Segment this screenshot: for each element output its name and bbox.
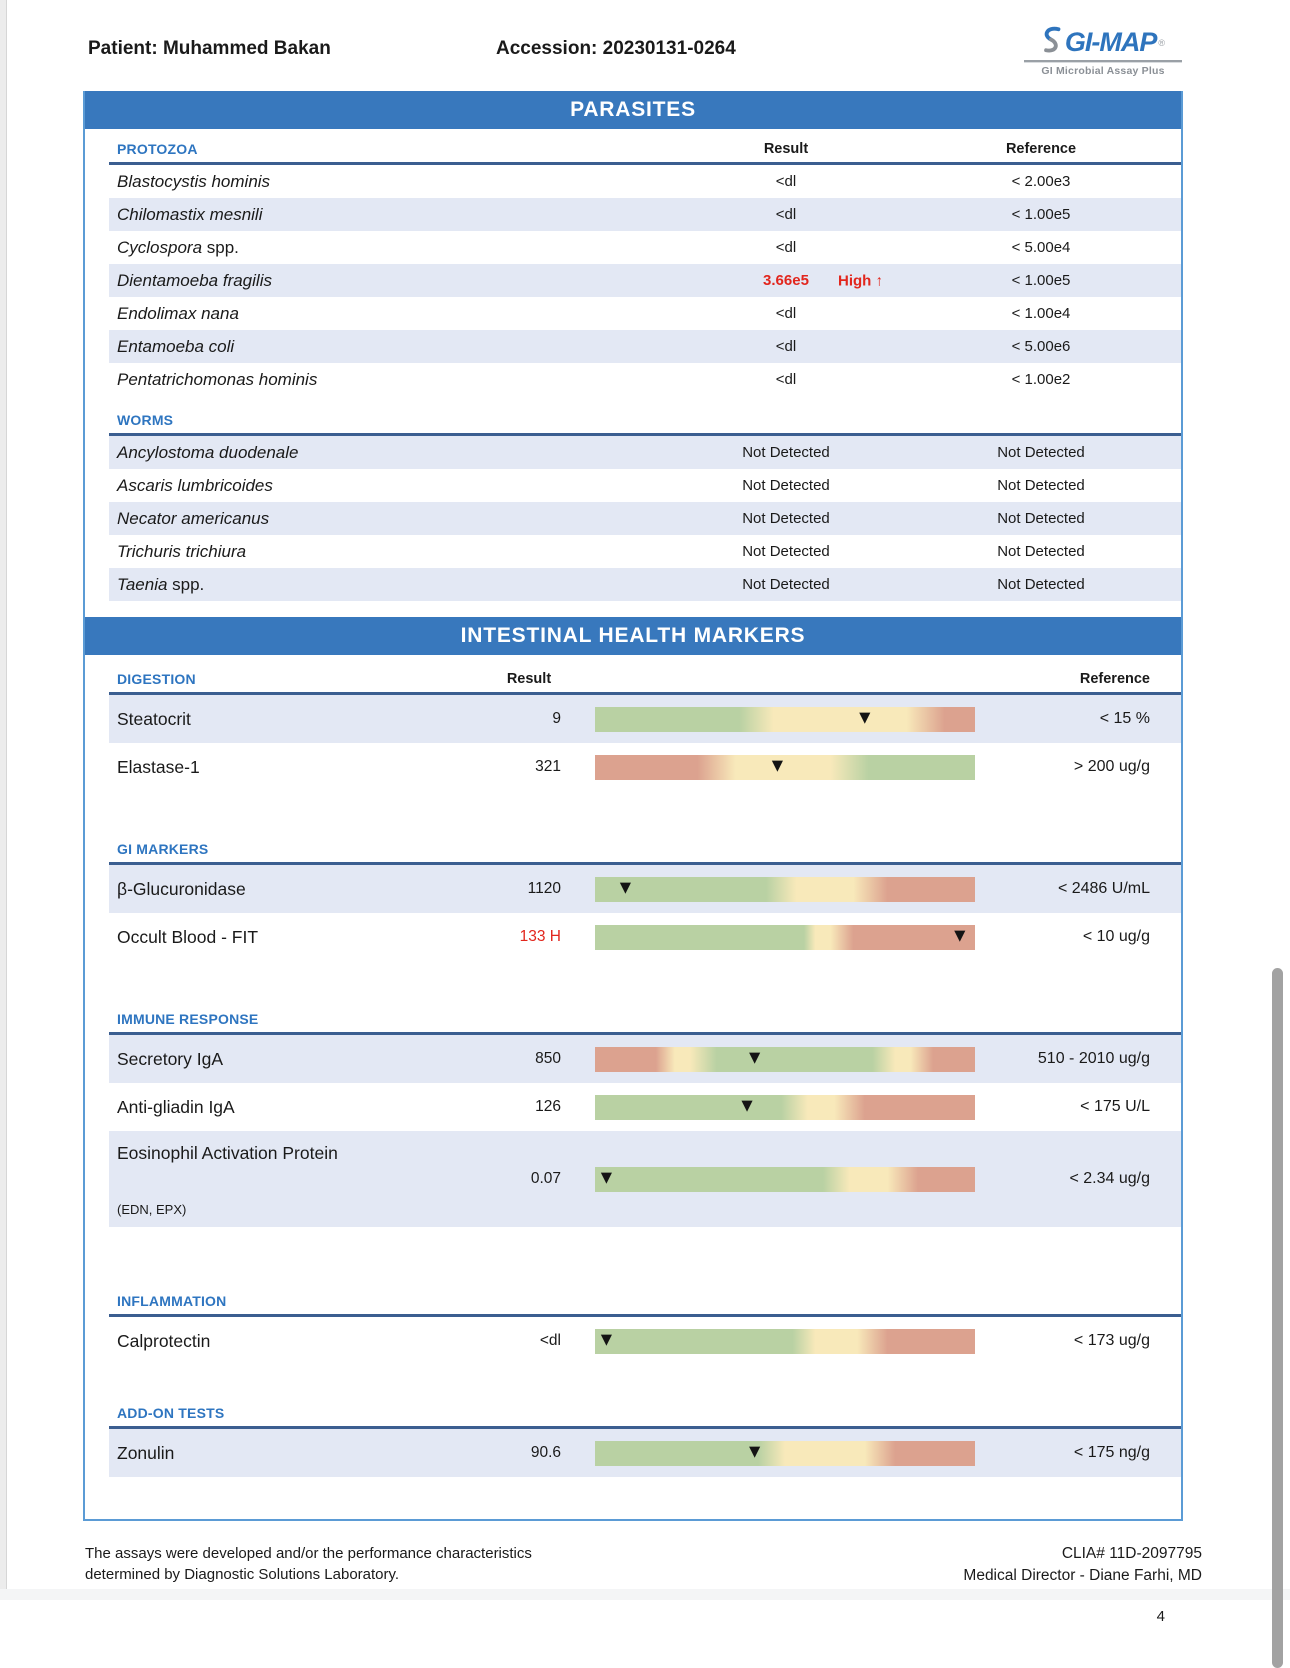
result-value: <dl [775,173,797,190]
marker-row [109,1131,1181,1227]
organism-name: Dientamoeba fragilis [117,270,272,290]
marker-reference-value: < 175 U/L [1080,1098,1150,1115]
marker-result-value: 126 [535,1098,561,1115]
marker-label-text: Zonulin [117,1442,175,1463]
viewer-left-gutter [0,0,7,1600]
range-bar [595,1167,975,1192]
assay-disclaimer [85,1543,705,1586]
marker-row [109,913,1181,961]
reference-value: Not Detected [997,576,1085,593]
range-bar-cell [569,1329,979,1354]
reference-column-header: Reference [1005,141,1077,157]
parasite-row [109,363,1181,396]
parasite-row [109,330,1181,363]
result-value: 3.66e5 High ↑ [763,272,883,289]
worms-section-label: WORMS [117,412,174,428]
organism-name: Necator americanus [117,508,270,528]
result-marker-icon: ▼ [950,925,970,947]
reference-value: < 1.00e5 [1011,272,1071,289]
range-bar [595,1095,975,1120]
marker-reference-value: > 200 ug/g [1073,758,1150,775]
organism-name: Blastocystis hominis [117,171,271,191]
marker-result-value: <dl [539,1332,561,1349]
gimap-logo [1024,26,1182,77]
range-bar-cell [569,1441,979,1466]
marker-result-value: 9 [552,710,561,727]
parasite-row [109,198,1181,231]
marker-label [109,757,409,778]
range-bar-cell [569,1095,979,1120]
range-bar-cell [569,1047,979,1072]
marker-row [109,1429,1181,1477]
parasites-table [109,129,1181,617]
result-value: Not Detected [742,576,830,593]
logo-divider [1024,60,1182,62]
viewer-bottom-strip [0,1589,1290,1600]
marker-row [109,1083,1181,1131]
assay-disclaimer-line2: determined by Diagnostic Solutions Laboratory. [85,1566,400,1583]
organism-name: Entamoeba coli [117,336,235,356]
organism-name: Taenia spp. [117,574,205,594]
marker-section-header [109,657,1181,695]
marker-label [109,1049,409,1070]
scrollbar-thumb[interactable] [1272,968,1283,1668]
marker-result-value: 133 H [519,928,561,945]
marker-section-label: DIGESTION [117,671,196,687]
parasite-row [109,231,1181,264]
marker-label-text: Eosinophil Activation Protein [117,1143,338,1163]
report-footer [85,1543,1202,1586]
reference-value: < 1.00e2 [1011,371,1071,388]
marker-reference-value: < 2486 U/mL [1057,880,1150,897]
marker-section-header [109,997,1181,1035]
result-marker-icon: ▼ [745,1047,764,1069]
medical-director: Medical Director - Diane Farhi, MD [963,1566,1202,1584]
range-bar-cell [569,707,979,732]
reference-value: Not Detected [997,477,1085,494]
organism-name: Pentatrichomonas hominis [117,369,318,389]
assay-disclaimer-line1: The assays were developed and/or the performance characteristics [85,1545,532,1562]
organism-name: Endolimax nana [117,303,239,323]
marker-section-label: IMMUNE RESPONSE [117,1011,259,1027]
marker-section-header [109,1391,1181,1429]
result-column-header: Result [763,141,809,157]
clia-number: CLIA# 11D-2097795 [1061,1545,1202,1562]
marker-label-text: Anti-gliadin IgA [117,1096,235,1117]
result-value: Not Detected [742,543,830,560]
organism-name: Chilomastix mesnili [117,204,263,224]
reference-value: Not Detected [997,543,1085,560]
result-marker-icon: ▼ [745,1441,764,1463]
protozoa-section-label: PROTOZOA [117,141,198,157]
result-marker-icon: ▼ [767,755,787,777]
parasite-row [109,535,1181,568]
high-flag: High ↑ [838,272,883,289]
parasite-row [109,469,1181,502]
marker-section [109,657,1181,791]
marker-label [109,879,409,900]
result-value: <dl [775,206,797,223]
marker-section-header [109,1279,1181,1317]
parasites-banner: PARASITES [85,91,1181,129]
result-value: Not Detected [742,477,830,494]
marker-label [109,1097,409,1118]
worms-header-row [109,412,1181,436]
range-bar-cell [569,925,979,950]
marker-label [109,1331,409,1352]
result-marker-icon: ▼ [855,707,875,729]
gimap-brand-text: GI-MAP [1064,27,1157,57]
reference-value: < 5.00e4 [1011,239,1071,256]
marker-section-header [109,827,1181,865]
parasite-row [109,436,1181,469]
organism-name: Ancylostoma duodenale [117,442,299,462]
protozoa-rows [109,165,1181,396]
marker-reference-value: < 15 % [1099,710,1150,727]
result-marker-icon: ▼ [596,1167,616,1189]
marker-label-subtext: (EDN, EPX) [117,1202,187,1217]
marker-section-label: INFLAMMATION [117,1293,227,1309]
result-column-header: Result [506,671,552,687]
marker-label-text: Elastase-1 [117,756,200,777]
marker-row [109,695,1181,743]
range-bar [595,1441,975,1466]
reference-value: Not Detected [997,444,1085,461]
markers-table [109,657,1181,1519]
marker-label-text: Steatocrit [117,708,191,729]
marker-section [109,1391,1181,1477]
report-body [83,91,1183,1521]
result-value: Not Detected [742,510,830,527]
gimap-swoosh-icon [1041,26,1063,59]
marker-label-text: Occult Blood - FIT [117,926,259,947]
marker-label [109,927,409,948]
parasite-row [109,297,1181,330]
marker-reference-value: < 10 ug/g [1082,928,1150,945]
result-value: <dl [775,239,797,256]
range-bar-cell [569,877,979,902]
marker-reference-value: < 2.34 ug/g [1069,1170,1150,1187]
reference-value: Not Detected [997,510,1085,527]
marker-label [109,1443,409,1464]
organism-name: Trichuris trichiura [117,541,247,561]
parasite-row [109,568,1181,601]
marker-row [109,865,1181,913]
marker-reference-value: 510 - 2010 ug/g [1037,1050,1150,1067]
marker-result-value: 1120 [527,880,561,897]
lab-credentials [963,1543,1202,1586]
range-bar [595,925,975,950]
range-bar [595,755,975,780]
intestinal-health-markers-banner: INTESTINAL HEALTH MARKERS [85,617,1181,655]
page-number: 4 [1156,1608,1165,1626]
result-marker-icon: ▼ [596,1329,616,1351]
parasite-row [109,165,1181,198]
result-marker-icon: ▼ [737,1095,757,1117]
worms-rows [109,436,1181,601]
marker-row [109,1035,1181,1083]
range-bar [595,877,975,902]
marker-label [109,709,409,730]
registered-mark: ® [1158,37,1166,48]
marker-result-value: 90.6 [530,1444,561,1461]
result-marker-icon: ▼ [615,877,635,899]
marker-result-value: 321 [535,758,561,775]
marker-row [109,1317,1181,1365]
marker-reference-value: < 173 ug/g [1073,1332,1150,1349]
range-bar-cell [569,755,979,780]
organism-name: Ascaris lumbricoides [117,475,273,495]
result-value: <dl [775,371,797,388]
parasite-row [109,264,1181,297]
marker-label-text: β-Glucuronidase [117,878,246,899]
range-bar [595,1329,975,1354]
marker-row [109,743,1181,791]
marker-section [109,997,1181,1227]
reference-value: < 1.00e4 [1011,305,1071,322]
marker-label-text: Secretory IgA [117,1048,224,1069]
marker-section [109,1279,1181,1365]
reference-value: < 2.00e3 [1011,173,1071,190]
reference-column-header: Reference [1079,671,1150,687]
range-bar [595,707,975,732]
marker-section-label: GI MARKERS [117,841,209,857]
marker-result-value: 850 [535,1050,561,1067]
result-value: <dl [775,305,797,322]
range-bar [595,1047,975,1072]
marker-label-text: Calprotectin [117,1330,211,1351]
reference-value: < 5.00e6 [1011,338,1071,355]
reference-value: < 1.00e5 [1011,206,1071,223]
marker-result-value: 0.07 [530,1170,561,1187]
result-value: <dl [775,338,797,355]
patient-name: Patient: Muhammed Bakan [88,38,331,59]
parasite-row [109,502,1181,535]
report-header [0,0,1290,77]
accession-number: Accession: 20230131-0264 [496,38,736,59]
marker-reference-value: < 175 ng/g [1073,1444,1150,1461]
marker-section [109,827,1181,961]
marker-label [109,1131,409,1227]
protozoa-header-row [109,129,1181,165]
range-bar-cell [569,1167,979,1192]
organism-name: Cyclospora spp. [117,237,239,257]
marker-section-label: ADD-ON TESTS [117,1405,225,1421]
result-value: Not Detected [742,444,830,461]
logo-tagline: GI Microbial Assay Plus [1041,65,1165,77]
